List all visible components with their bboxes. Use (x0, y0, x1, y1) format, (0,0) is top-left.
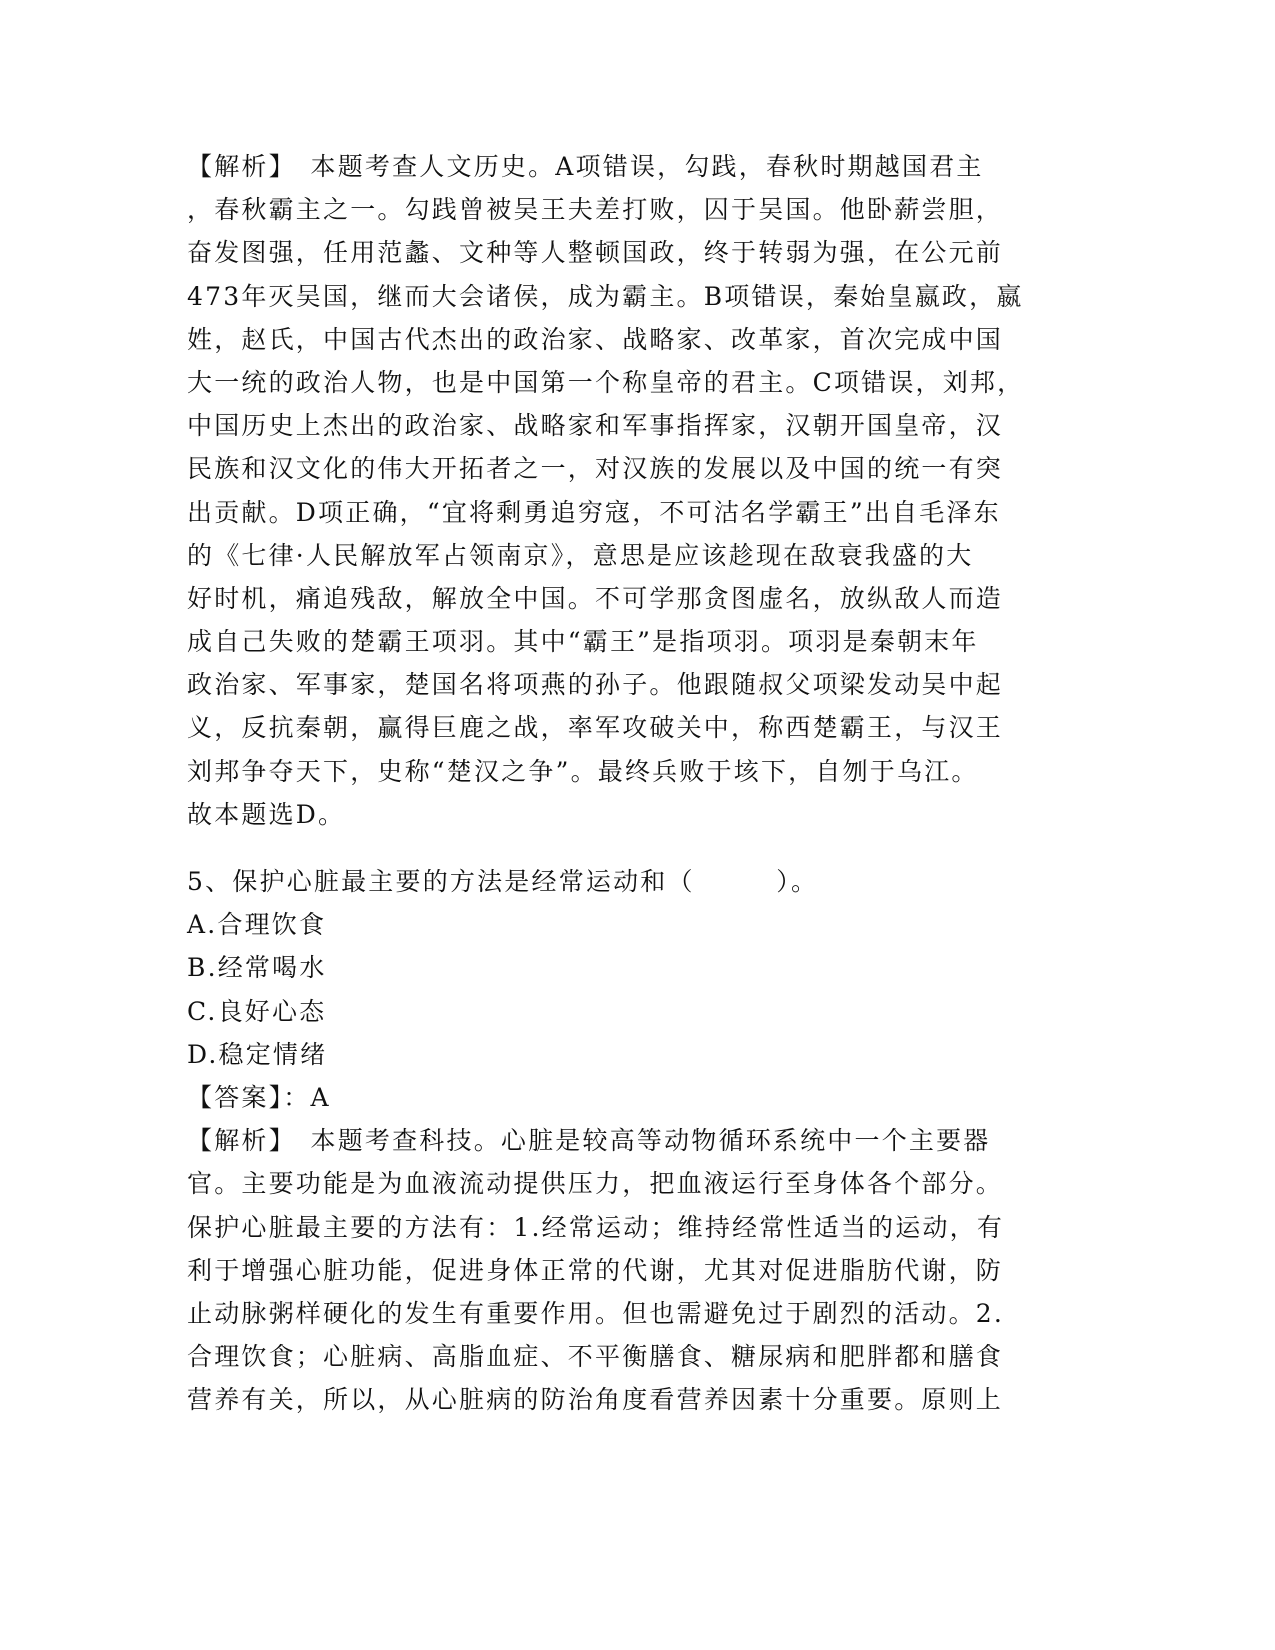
text-line: 合理饮食；心脏病、高脂血症、不平衡膳食、糖尿病和肥胖都和膳食 (187, 1342, 1004, 1372)
text-line: ，春秋霸主之一。勾践曾被吴王夫差打败，囚于吴国。他卧薪尝胆， (187, 195, 1004, 225)
section-gap (187, 836, 1087, 860)
text-line: 【解析】 本题考查科技。心脏是较高等动物循环系统中一个主要器 (187, 1126, 991, 1156)
analysis-section-q4 (187, 145, 1087, 836)
option-a: A.合理饮食 (187, 910, 327, 940)
text-line: 利于增强心脏功能，促进身体正常的代谢，尤其对促进脂肪代谢，防 (187, 1255, 1004, 1285)
text-line: 【解析】 本题考查人文历史。A项错误，勾践，春秋时期越国君主 (187, 152, 984, 181)
text-line: 成自己失败的楚霸王项羽。其中“霸王”是指项羽。项羽是秦朝末年 (187, 627, 979, 657)
text-line: 中国历史上杰出的政治家、战略家和军事指挥家，汉朝开国皇帝，汉 (187, 411, 1004, 441)
text-line: 止动脉粥样硬化的发生有重要作用。但也需避免过于剧烈的活动。2. (187, 1298, 1005, 1328)
text-line: 的《七律·人民解放军占领南京》，意思是应该趁现在敌衰我盛的大 (187, 540, 974, 570)
text-line: 义，反抗秦朝，赢得巨鹿之战，率军攻破关中，称西楚霸王，与汉王 (187, 713, 1004, 743)
option-d: D.稳定情绪 (187, 1039, 328, 1069)
text-line: 官。主要功能是为血液流动提供压力，把血液运行至身体各个部分。 (187, 1169, 1004, 1199)
text-line: 政治家、军事家，楚国名将项燕的孙子。他跟随叔父项梁发动吴中起 (187, 670, 1004, 700)
text-line: 刘邦争夺天下，史称“楚汉之争”。最终兵败于垓下，自刎于乌江。 (187, 756, 979, 786)
text-line: 出贡献。D项正确，“宜将剩勇追穷寇，不可沽名学霸王”出自毛泽东 (187, 497, 1001, 527)
option-c: C.良好心态 (187, 996, 327, 1026)
text-line: 营养有关，所以，从心脏病的防治角度看营养因素十分重要。原则上 (187, 1385, 1004, 1415)
document-page (187, 145, 1087, 1421)
text-line: 奋发图强，任用范蠡、文种等人整顿国政，终于转弱为强，在公元前 (187, 238, 1004, 268)
answer-line: 【答案】：A (187, 1082, 331, 1112)
text-line: 姓，赵氏，中国古代杰出的政治家、战略家、改革家，首次完成中国 (187, 324, 1004, 354)
text-line: 好时机，痛追残敌，解放全中国。不可学那贪图虚名，放纵敌人而造 (187, 583, 1004, 613)
question-5 (187, 860, 1087, 1421)
text-line: 故本题选D。 (187, 799, 346, 829)
text-line: 473年灭吴国，继而大会诸侯，成为霸主。B项错误，秦始皇嬴政，嬴 (187, 281, 1024, 311)
text-line: 保护心脏最主要的方法有：1.经常运动；维持经常性适当的运动，有 (187, 1212, 1005, 1242)
question-stem: 5、保护心脏最主要的方法是经常运动和（ ）。 (187, 867, 819, 896)
text-line: 民族和汉文化的伟大开拓者之一，对汉族的发展以及中国的统一有突 (187, 454, 1004, 484)
text-line: 大一统的政治人物，也是中国第一个称皇帝的君主。C项错误，刘邦， (187, 367, 1025, 397)
option-b: B.经常喝水 (187, 953, 327, 983)
